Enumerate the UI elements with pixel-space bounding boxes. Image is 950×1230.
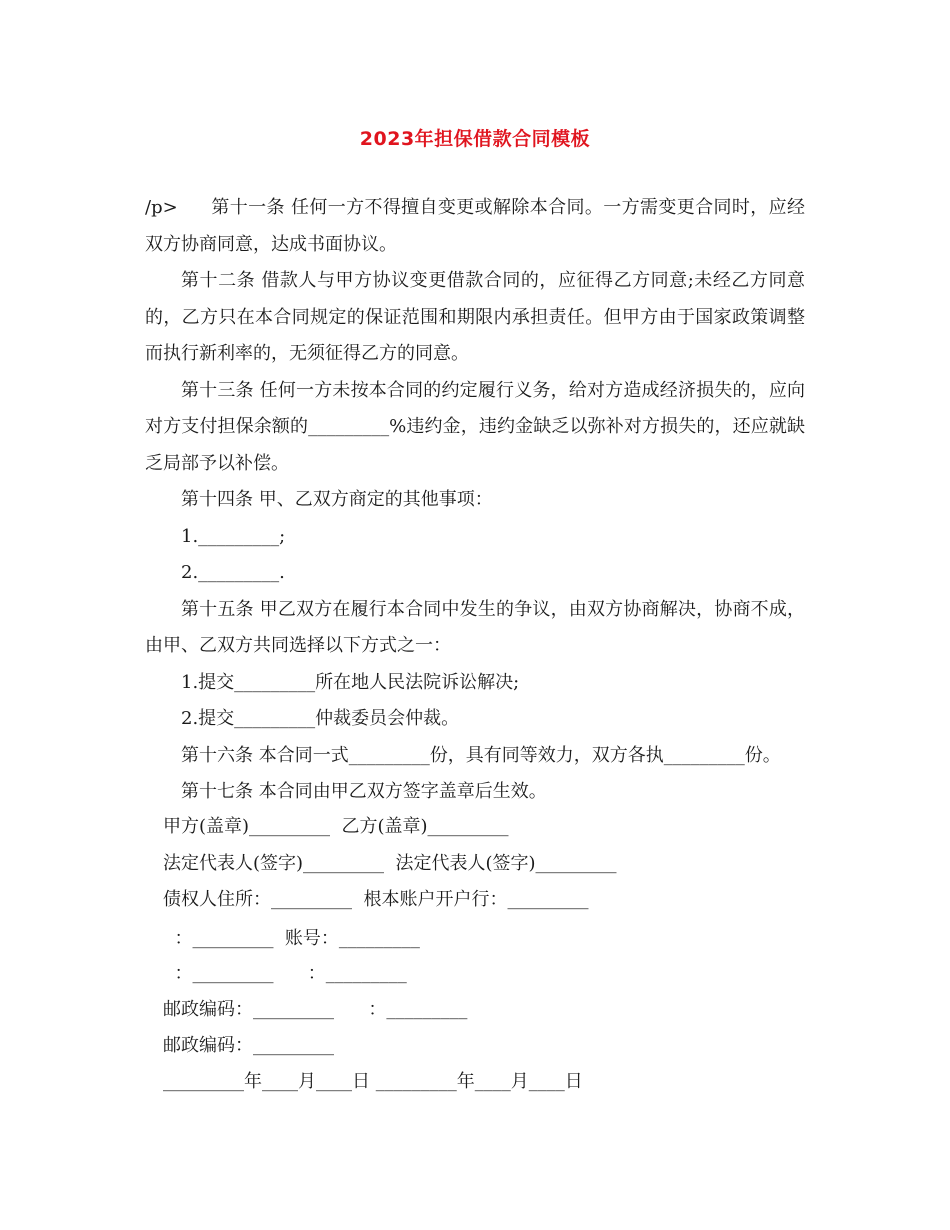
article-11-text: 第十一条 任何一方不得擅自变更或解除本合同。一方需变更合同时，应经双方协商同意，达成书面协议。 [145, 197, 805, 255]
signature-line-dates: _________年____月____日 _________年____月____日 [163, 1071, 583, 1092]
document-title: 2023年担保借款合同模板 [359, 128, 591, 150]
article-15-option-2: 2.提交_________仲裁委员会仲裁。 [181, 708, 460, 729]
paragraph-article-16: 第十六条 本合同一式_________份，具有同等效力，双方各执_________份。 [181, 744, 781, 766]
paragraph-article-12: 第十二条 借款人与甲方协议变更借款合同的，应征得乙方同意;未经乙方同意的，乙方只在本合同规定的保证范围和期限内承担责任。但甲方由于国家政策调整而执行新利率的，无须征得乙方的同意。 [145, 270, 805, 364]
signature-line-blank-fields: ：_________ ：_________ [163, 963, 407, 984]
stray-tag-text: /p> [145, 197, 178, 218]
signature-line-account: ：_________ 账号：_________ [163, 928, 420, 949]
contract-body [145, 190, 805, 811]
signature-line-party-seals: 甲方(盖章)_________ 乙方(盖章)_________ [163, 816, 509, 837]
paragraph-article-11 [145, 190, 805, 263]
paragraph-article-15: 第十五条 甲乙双方在履行本合同中发生的争议，由双方协商解决，协商不成，由甲、乙双方共同选择以下方式之一： [145, 598, 805, 656]
paragraph-article-13: 第十三条 任何一方未按本合同的约定履行义务，给对方造成经济损失的，应向对方支付担保余额的_________%违约金，违约金缺乏以弥补对方损失的，还应就缺乏局部予以补偿。 [145, 379, 805, 474]
signature-line-address-bank: 债权人住所：_________ 根本账户开户行：_________ [163, 889, 589, 910]
signature-line-postal-code-2: 邮政编码：_________ [163, 1035, 334, 1056]
paragraph-article-17: 第十七条 本合同由甲乙双方签字盖章后生效。 [181, 781, 547, 802]
signature-line-postal-code-1: 邮政编码：_________ ：_________ [163, 999, 468, 1020]
paragraph-article-14: 第十四条 甲、乙双方商定的其他事项： [181, 489, 493, 510]
article-14-item-2: 2._________. [181, 562, 285, 583]
article-15-option-1: 1.提交_________所在地人民法院诉讼解决; [181, 671, 520, 693]
signature-line-legal-reps: 法定代表人(签字)_________ 法定代表人(签字)_________ [163, 853, 617, 874]
article-14-item-1: 1._________; [181, 525, 286, 547]
